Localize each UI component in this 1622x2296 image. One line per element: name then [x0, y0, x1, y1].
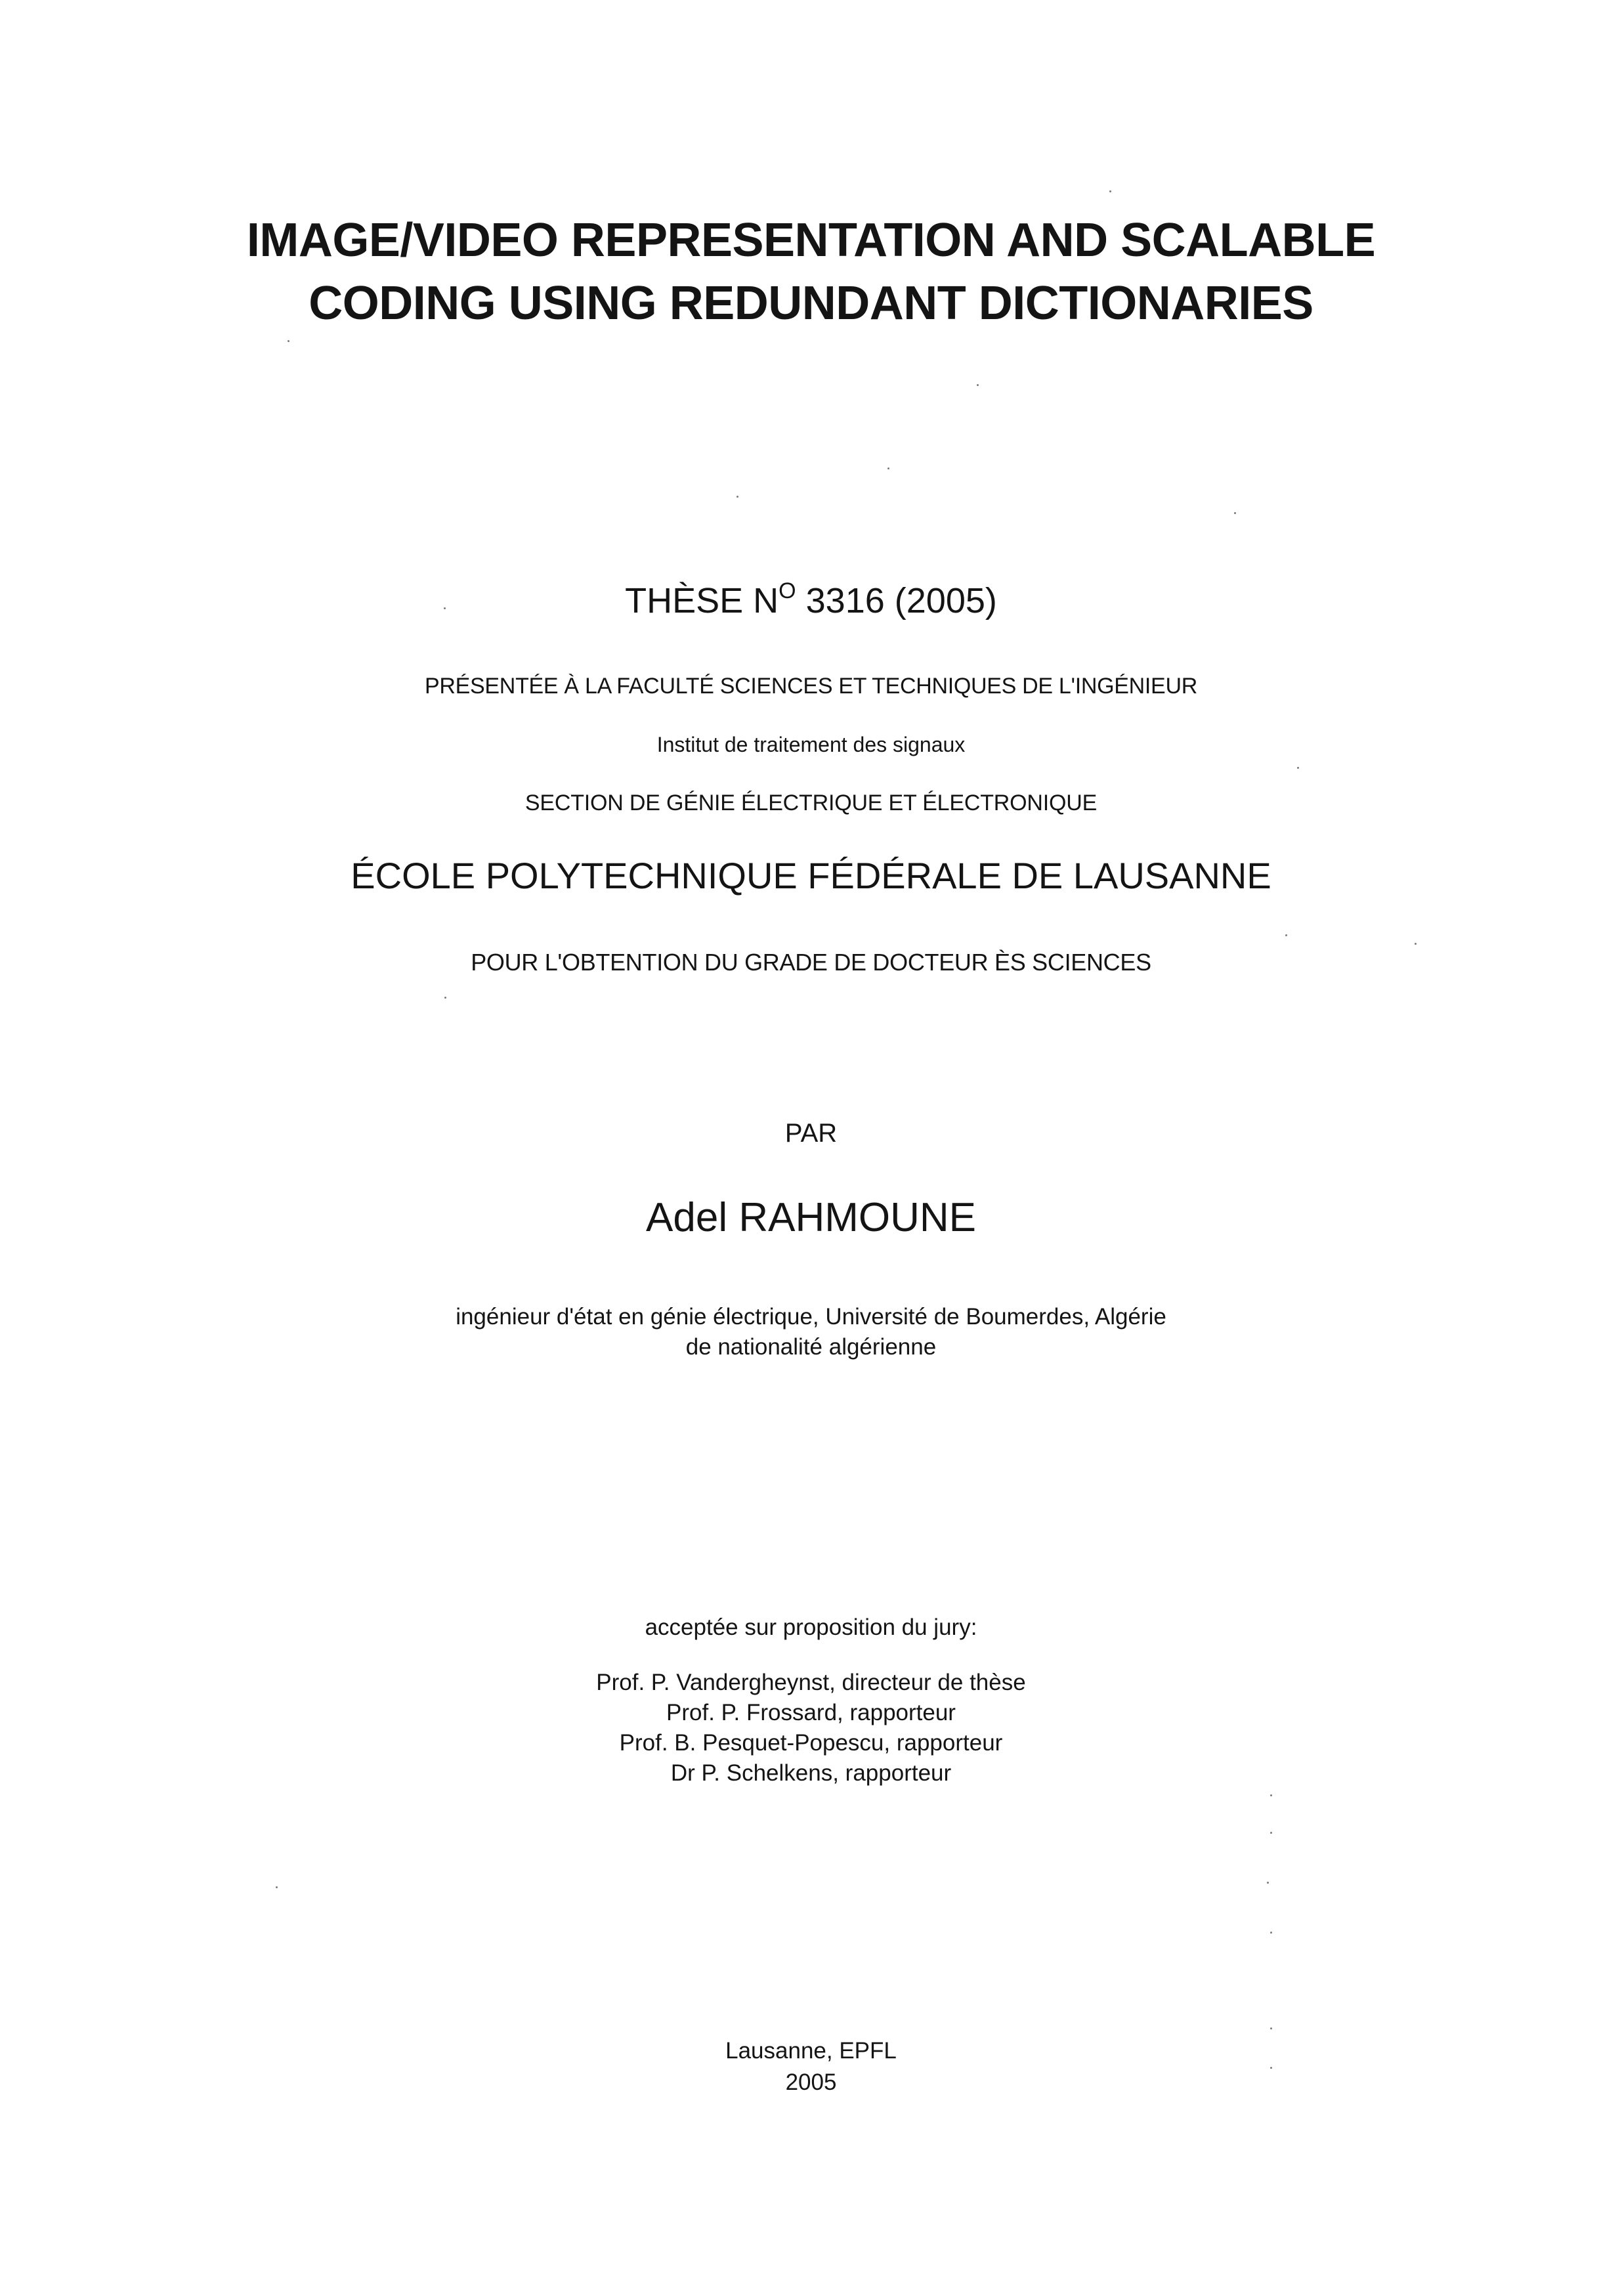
thesis-title-line-2: CODING USING REDUNDANT DICTIONARIES	[309, 277, 1313, 330]
scan-speck	[887, 467, 889, 469]
scan-speck	[1270, 2067, 1272, 2069]
year: 2005	[785, 2069, 837, 2095]
scan-speck	[444, 997, 446, 999]
credentials-line-1: ingénieur d'état en génie électrique, Université de Boumerdes, Algérie	[456, 1304, 1166, 1330]
scan-speck	[1267, 1882, 1269, 1884]
presented-to-faculty: PRÉSENTÉE À LA FACULTÉ SCIENCES ET TECHNIQUES DE L'INGÉNIEUR	[425, 674, 1197, 699]
author-credentials	[0, 1302, 1622, 1362]
thesis-number-value: 3316 (2005)	[805, 581, 997, 620]
scan-speck	[736, 496, 738, 498]
scan-speck	[276, 1886, 278, 1888]
scan-speck	[1270, 1932, 1272, 1934]
scan-speck	[1270, 1794, 1272, 1796]
jury-member: Dr P. Schelkens, rapporteur	[670, 1760, 952, 1786]
scan-speck	[1297, 767, 1299, 769]
section-name: SECTION DE GÉNIE ÉLECTRIQUE ET ÉLECTRONIQUE	[524, 791, 1098, 815]
scan-speck	[444, 607, 446, 609]
scan-speck	[1270, 1832, 1272, 1834]
scan-speck	[977, 384, 979, 386]
jury-intro: acceptée sur proposition du jury:	[645, 1614, 977, 1640]
credentials-line-2: de nationalité algérienne	[685, 1334, 937, 1360]
jury-member: Prof. P. Vandergheynst, directeur de thèse	[596, 1670, 1026, 1695]
scan-speck	[1234, 512, 1236, 514]
thesis-number-superscript: O	[779, 578, 796, 603]
degree-statement: POUR L'OBTENTION DU GRADE DE DOCTEUR ÈS SCIENCES	[471, 949, 1151, 976]
thesis-title-line-1: IMAGE/VIDEO REPRESENTATION AND SCALABLE	[246, 214, 1376, 267]
scan-speck	[1415, 943, 1417, 945]
scan-speck	[1270, 2027, 1272, 2029]
scan-speck	[288, 340, 289, 342]
jury-list	[0, 1668, 1622, 1788]
school-name: ÉCOLE POLYTECHNIQUE FÉDÉRALE DE LAUSANNE	[351, 855, 1271, 896]
author-name: Adel RAHMOUNE	[646, 1195, 976, 1240]
by-label: PAR	[784, 1119, 838, 1148]
place: Lausanne, EPFL	[725, 2038, 897, 2064]
scan-speck	[1285, 934, 1287, 936]
thesis-title	[0, 209, 1622, 335]
jury-member: Prof. P. Frossard, rapporteur	[666, 1700, 956, 1725]
jury-member: Prof. B. Pesquet-Popescu, rapporteur	[619, 1730, 1003, 1756]
place-and-year	[0, 2035, 1622, 2098]
thesis-number	[0, 578, 1622, 624]
thesis-label: THÈSE N	[625, 581, 779, 620]
scan-speck	[1109, 190, 1111, 192]
institute-name: Institut de traitement des signaux	[656, 733, 966, 756]
